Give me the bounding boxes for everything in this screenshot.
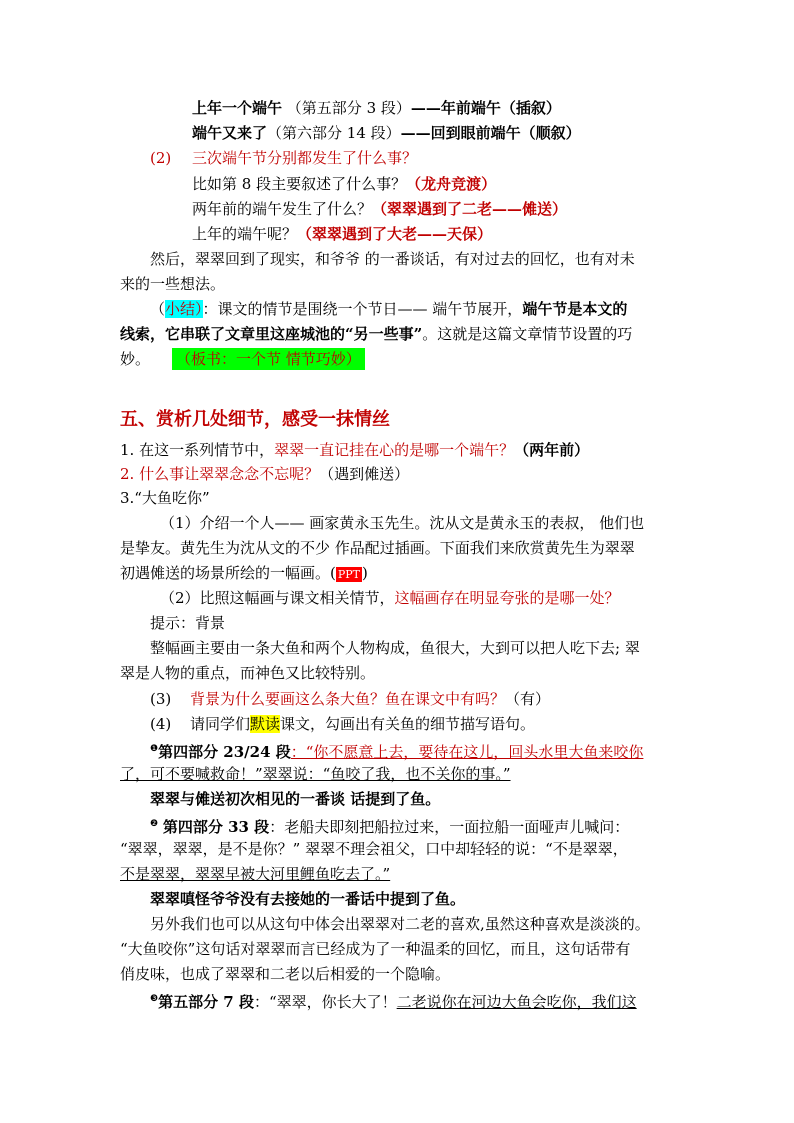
question-3-number: (3) xyxy=(150,690,172,708)
blackboard-highlight: （板书：一个节 情节巧妙） xyxy=(172,348,365,370)
paragraph-line: （2）比照这幅画与课文相关情节，这幅画存在明显夸张的是哪一处？ xyxy=(160,589,620,607)
summary-line-1: （小结）：课文的情节是围绕一个节日—— 端午节展开，端午节是本文的 xyxy=(150,300,628,318)
quote-2-line-2: “翠翠，翠翠，是不是你？” 翠翠不理会祖父，口中却轻轻的说：“不是翠翠， xyxy=(120,840,628,858)
quote-1-line-1: $^❶$第四部分 23/24 段：“你不愿意上去，要待在这儿，回头水里大鱼来咬你 xyxy=(150,743,644,761)
q1-line: 1. 在这一系列情节中，翠翠一直记挂在心的是哪一个端午？（两年前） xyxy=(120,441,590,459)
ppt-marker: PPT xyxy=(337,568,360,581)
summary-line-2: 线索，它串联了文章里这座城池的“另一些事”。这就是这篇文章情节设置的巧 xyxy=(120,325,633,343)
outline-line-1: 上年一个端午 （第五部分 3 段）——年前端午（插叙） xyxy=(192,99,561,117)
outline-line-2: 端午又来了（第六部分 14 段）——回到眼前端午（顺叙） xyxy=(192,124,581,142)
q2-line: 2. 什么事让翠翠念念不忘呢？（遇到傩送） xyxy=(120,465,410,483)
question-2-heading: (2) xyxy=(150,149,172,167)
question-4-text: 请同学们默读课文，勾画出有关鱼的细节描写语句。 xyxy=(190,715,536,733)
q3-line: 3.“大鱼吃你” xyxy=(120,489,210,507)
quote-2-line-3: 不是翠翠，翠翠早被大河里鲤鱼吃去了。” xyxy=(120,865,391,883)
subquestion-line-3: 上年的端午呢？（翠翠遇到了大老——天保） xyxy=(192,225,493,243)
question-3-text: 背景为什么要画这么条大鱼？鱼在课文中有吗？（有） xyxy=(190,690,551,708)
blackboard-note xyxy=(172,349,365,369)
circled-three-icon: ❸ xyxy=(150,994,159,1004)
subquestion-line-1: 比如第 8 段主要叙述了什么事？（龙舟竞渡） xyxy=(192,175,497,193)
subquestion-line-2: 两年前的端午发生了什么？（翠翠遇到了二老——傩送） xyxy=(192,200,568,218)
summary-highlight: 小结） xyxy=(165,300,203,318)
paragraph-line: 翠是人物的重点，而神色又比较特别。 xyxy=(120,664,376,682)
quote-1-line-2: 了，可不要喊救命！”翠翠说：“鱼咬了我，也不关你的事。” xyxy=(120,765,511,783)
circled-two-icon: ❷ xyxy=(150,819,159,829)
paragraph-line: 初遇傩送的场景所绘的一幅画。( PPT ) xyxy=(120,564,368,582)
paragraph-line: 然后，翠翠回到了现实，和爷爷 的一番谈话，有对过去的回忆，也有对未 xyxy=(150,250,635,268)
paragraph-line: 是挚友。黄先生为沈从文的不少 作品配过插画。下面我们来欣赏黄先生为翠翠 xyxy=(120,539,635,557)
paragraph-line: （1）介绍一个人—— 画家黄永玉先生。沈从文是黄永玉的表叔， 他们也 xyxy=(160,514,645,532)
summary-line-3: 妙。 xyxy=(120,350,151,368)
paragraph-line: 另外我们也可以从这句中体会出翠翠对二老的喜欢,虽然这种喜欢是淡淡的。 xyxy=(150,915,650,933)
quote-2-line-1: $^❷$ 第四部分 33 段：老船夫即刻把船拉过来，一面拉船一面哑声儿喊问： xyxy=(150,818,630,836)
quote-3-line-1: $^❸$第五部分 7 段：“翠翠，你长大了！二老说你在河边大鱼会吃你，我们这 xyxy=(150,993,637,1011)
quote-1-summary: 翠翠与傩送初次相见的一番谈 话提到了鱼。 xyxy=(150,790,441,808)
paragraph-line: 来的一些想法。 xyxy=(120,275,226,293)
question-4-number: (4) xyxy=(150,715,172,733)
section-5-heading: 五、赏析几处细节，感受一抹情丝 xyxy=(120,409,390,430)
paragraph-line: “大鱼咬你”这句话对翠翠而言已经成为了一种温柔的回忆，而且，这句话带有 xyxy=(120,940,631,958)
paragraph-line: 俏皮味，也成了翠翠和二老以后相爱的一个隐喻。 xyxy=(120,965,451,983)
paragraph-line: 整幅画主要由一条大鱼和两个人物构成，鱼很大，大到可以把人吃下去; 翠 xyxy=(150,639,640,657)
question-2-text: 三次端午节分别都发生了什么事？ xyxy=(192,149,418,167)
hint-line: 提示：背景 xyxy=(150,614,226,632)
silent-read-highlight: 默读 xyxy=(250,715,281,733)
quote-2-summary: 翠翠嗔怪爷爷没有去接她的一番话中提到了鱼。 xyxy=(150,890,466,908)
circled-one-icon: ❶ xyxy=(150,744,159,754)
